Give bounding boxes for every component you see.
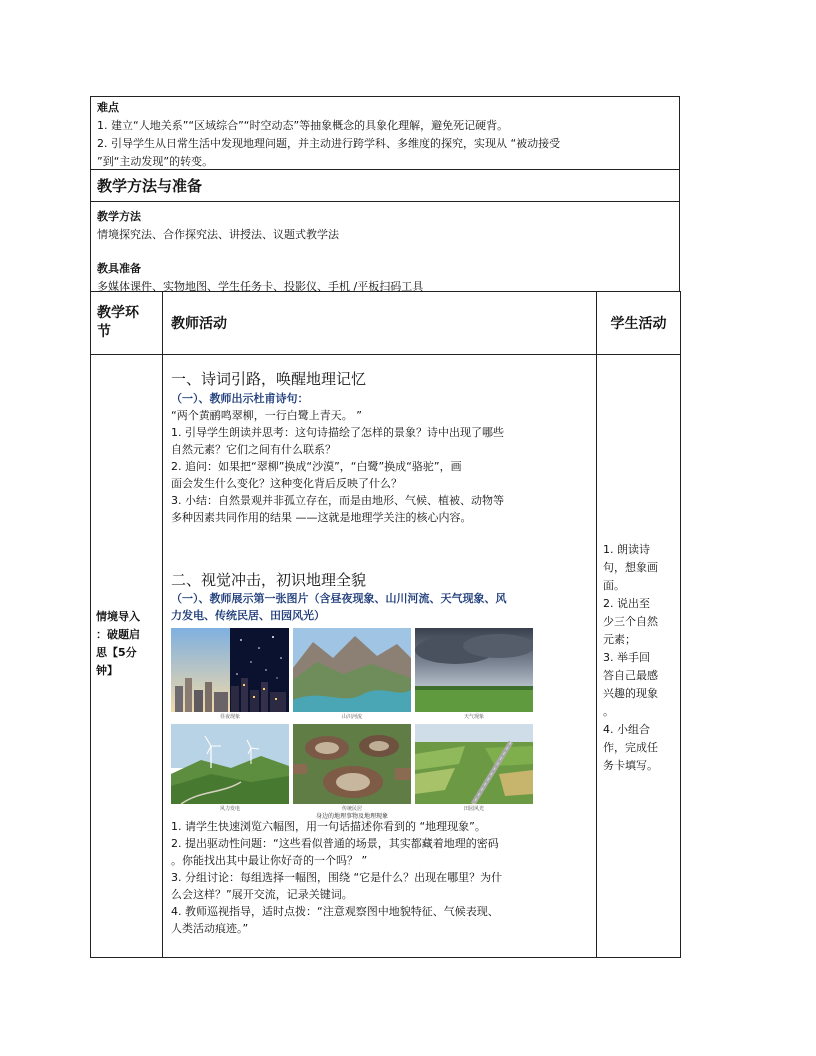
part2-line: 。你能找出其中最让你好奇的一个吗？ ” (171, 854, 368, 867)
part1-subtitle: （一）、教师出示杜甫诗句： (171, 392, 309, 405)
part2-line: 么会这样？”展开交流，记录关键词。 (171, 888, 353, 901)
part1-line: 3. 小结：自然景观并非孤立存在，而是由地形、气候、植被、动物等 (171, 494, 504, 507)
stage-line: 情境导入 (96, 610, 140, 623)
methods-section-title (90, 169, 680, 201)
geography-photo-collage (171, 628, 533, 820)
part2-subtitle: 力发电、传统民居、田园风光） (171, 609, 325, 622)
part2-line: 人类活动痕迹。” (171, 922, 249, 935)
student-line: 。 (603, 705, 614, 718)
methods-title-text: 教学方法与准备 (97, 177, 203, 195)
activity-table (90, 291, 681, 958)
student-line: 务卡填写。 (603, 759, 658, 772)
lesson-plan-document (90, 96, 680, 958)
student-line: 兴趣的现象 (603, 687, 658, 700)
part1-line: 面会发生什么变化？这种变化背后反映了什么？ (171, 477, 402, 490)
student-line: 1. 朗读诗 (603, 543, 650, 556)
part2-line: 1. 请学生快速浏览六幅图，用一句话描述你看到的 “地理现象”。 (171, 820, 486, 833)
student-line: 少三个自然 (603, 615, 658, 628)
header-stage-line: 教学环 (97, 305, 139, 321)
methods-section-content (90, 201, 680, 291)
part2-subtitle: （一）、教师展示第一张图片（含昼夜现象、山川河流、天气现象、风 (171, 592, 507, 605)
part2-line: 4. 教师巡视指导，适时点拨：“注意观察图中地貌特征、气候表现、 (171, 905, 499, 918)
student-line: 句，想象画 (603, 561, 658, 574)
day-night-photo (171, 628, 289, 712)
student-line: 答自己最感 (603, 669, 658, 682)
countryside-photo (415, 724, 533, 804)
photo-caption: 风力发电 (219, 806, 240, 812)
method-heading: 教学方法 (97, 210, 141, 223)
method-text: 情境探究法、合作探究法、讲授法、议题式教学法 (97, 228, 339, 241)
mountain-river-photo (293, 628, 411, 712)
weather-photo (415, 628, 533, 712)
student-line: 面。 (603, 579, 625, 592)
photo-caption: 传统民居 (341, 806, 362, 812)
student-line: 4. 小组合 (603, 723, 650, 736)
part1-line: 2. 追问：如果把“翠柳”换成“沙漠”，“白鹭”换成“骆驼”，画 (171, 460, 462, 473)
part1-title: 一、诗词引路，唤醒地理记忆 (171, 370, 367, 388)
part2-line: 2. 提出驱动性问题：“这些看似普通的场景，其实都藏着地理的密码 (171, 837, 499, 850)
photo-caption: 田园风光 (463, 806, 484, 812)
table-row (91, 355, 681, 958)
stage-cell (91, 355, 163, 958)
student-activity-cell (597, 355, 681, 958)
part2-line: 3. 分组讨论：每组选择一幅图，围绕 “它是什么？出现在哪里？为什 (171, 871, 503, 884)
student-line: 元素； (603, 633, 636, 646)
photo-caption: 山川河流 (341, 714, 362, 720)
difficulty-heading: 难点 (97, 101, 119, 114)
photo-caption: 昼夜现象 (219, 714, 240, 720)
teacher-activity-cell (163, 355, 597, 958)
header-student: 学生活动 (597, 292, 681, 355)
part1-line: 1. 引导学生朗读并思考：这句诗描绘了怎样的景象？诗中出现了哪些 (171, 426, 504, 439)
traditional-dwelling-photo (293, 724, 411, 804)
table-header-row (91, 292, 681, 355)
tools-heading: 教具准备 (97, 262, 141, 275)
header-teacher: 教师活动 (163, 292, 597, 355)
difficulty-item: ”到“主动发现”的转变。 (97, 155, 214, 168)
part1-line: 自然元素？它们之间有什么联系？ (171, 443, 336, 456)
wind-power-photo (171, 724, 289, 804)
difficulty-item: 1. 建立“人地关系”“区域综合”“时空动态”等抽象概念的具象化理解，避免死记硬背。 (97, 119, 509, 132)
difficulty-item: 2. 引导学生从日常生活中发现地理问题，并主动进行跨学科、多维度的探究，实现从 “被动接受 (97, 137, 561, 150)
student-line: 2. 说出至 (603, 597, 650, 610)
stage-line: ：破题启 (96, 628, 140, 641)
difficulty-section (90, 96, 680, 169)
tools-text: 多媒体课件、实物地图、学生任务卡、投影仪、手机 /平板扫码工具 (97, 280, 424, 293)
stage-line: 思【5分 (96, 646, 137, 659)
stage-line: 钟】 (96, 664, 118, 677)
part1-line: 多种因素共同作用的结果 ——这就是地理学关注的核心内容。 (171, 511, 472, 524)
student-line: 作，完成任 (603, 741, 658, 754)
collage-caption: 身边的地理事物及地理现象 (315, 813, 388, 820)
photo-caption: 天气现象 (463, 714, 484, 720)
header-stage-line: 节 (97, 324, 111, 340)
poem-line: “两个黄鹂鸣翠柳，一行白鹭上青天。 ” (171, 409, 362, 422)
header-stage (91, 292, 163, 355)
part2-title: 二、视觉冲击，初识地理全貌 (171, 571, 367, 589)
student-line: 3. 举手回 (603, 651, 650, 664)
